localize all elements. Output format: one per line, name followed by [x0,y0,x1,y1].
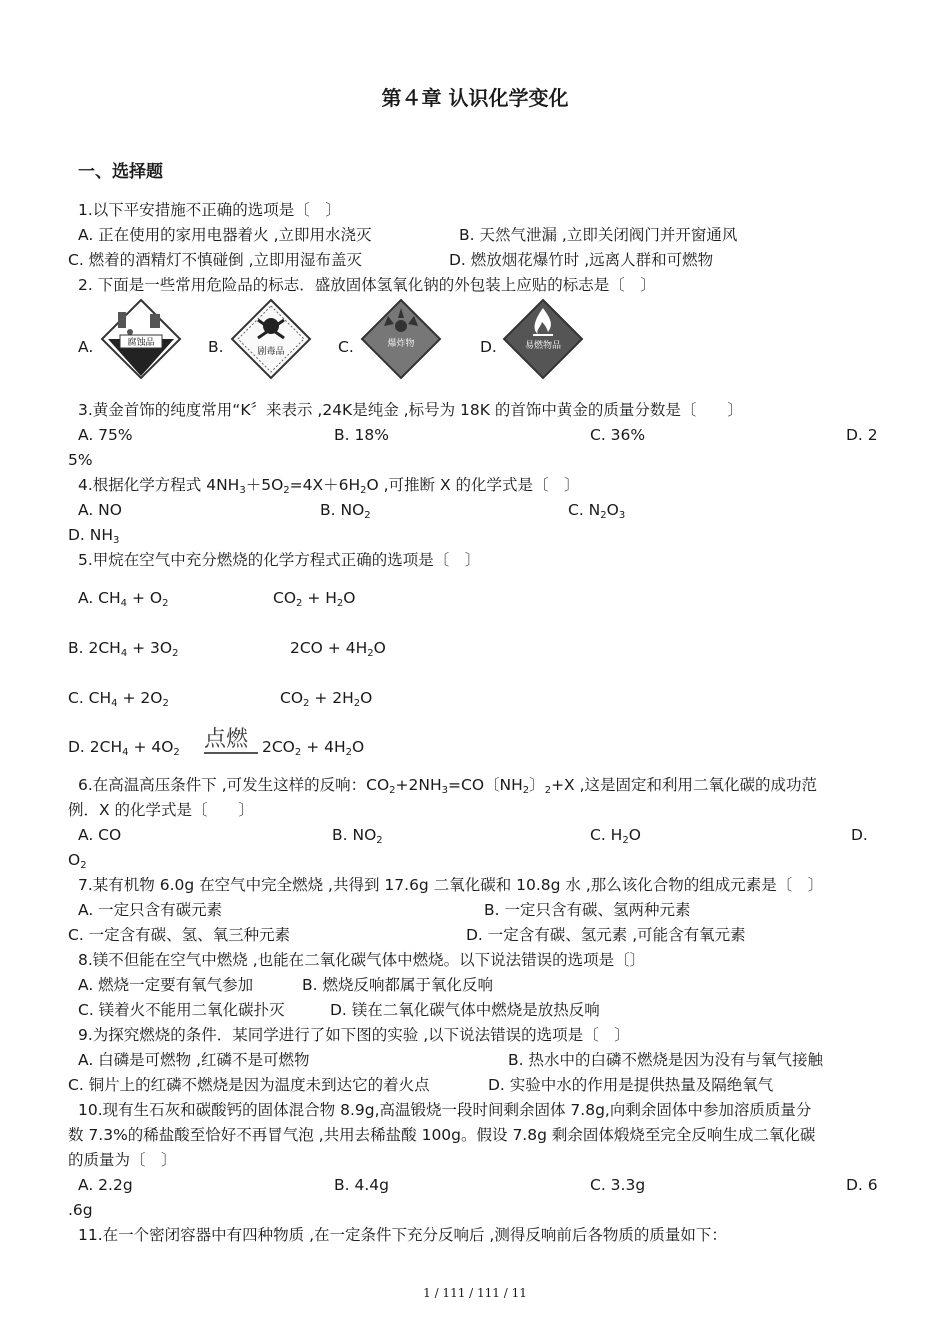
q2-option-d[interactable]: D. [480,338,497,356]
q7-option-c[interactable]: C. 一定含有碳、氢、氧三种元素 [68,926,291,944]
q10-option-d-wrap: .6g [68,1201,93,1219]
q1-stem: 1.以下平安措施不正确的选项是〔 〕 [78,201,341,219]
page-number: 1 / 111 / 111 / 11 [423,1286,527,1300]
q3-option-a[interactable]: A. 75% [78,426,133,444]
q11-stem: 11.在一个密闭容器中有四种物质 ,在一定条件下充分反响后 ,测得反响前后各物质的质量如下： [78,1226,727,1244]
explosive-hazard-sign [360,298,442,380]
q8-option-a[interactable]: A. 燃烧一定要有氧气参加 [78,976,254,994]
q1-option-a[interactable]: A. 正在使用的家用电器着火 ,立即用水浇灭 [78,226,372,244]
q3-option-d-wrap: 5% [68,451,93,469]
q7-option-d[interactable]: D. 一定含有碳、氢元素 ,可能含有氧元素 [466,926,746,944]
q4-option-a[interactable]: A. NO [78,501,122,519]
q3-option-d[interactable]: D. 2 [846,426,878,444]
q6-option-a[interactable]: A. CO [78,826,122,844]
q5-option-b-right: $2CO + 4H_2O$ [290,639,386,659]
q3-option-c[interactable]: C. 36% [590,426,646,444]
q5-stem: 5.甲烷在空气中充分燃烧的化学方程式正确的选项是〔 〕 [78,551,481,569]
q8-option-c[interactable]: C. 镁着火不能用二氧化碳扑灭 [78,1001,285,1019]
q5-option-d-right: $2CO_2 + 4H_2O$ [262,738,365,758]
q8-option-d[interactable]: D. 镁在二氧化碳气体中燃烧是放热反响 [330,1001,600,1019]
q9-option-b[interactable]: B. 热水中的白磷不燃烧是因为没有与氧气接触 [508,1051,823,1069]
q6-stem-line2: 例．X 的化学式是〔 〕 [68,801,255,819]
q10-stem-line1: 10.现有生石灰和碳酸钙的固体混合物 8.9g,高温锻烧一段时间剩余固体 7.8g,向剩余固体中参加溶质质量分 [78,1101,812,1119]
q7-option-b[interactable]: B. 一定只含有碳、氢两种元素 [484,901,691,919]
q5-option-a-right: $CO_2 + H_2O$ [273,589,356,609]
q10-option-c[interactable]: C. 3.3g [590,1176,646,1194]
reaction-arrow-line [204,752,258,754]
q9-option-c[interactable]: C. 铜片上的红磷不燃烧是因为温度未到达它的着火点 [68,1076,430,1094]
sign-c-label: 爆炸物 [387,339,415,349]
q2-option-a[interactable]: A. [78,338,94,356]
q2-option-b[interactable]: B. [208,338,224,356]
section-heading: 一、选择题 [78,162,163,182]
q5-option-b-left[interactable]: B. $2CH_4 + 3O_2$ [68,639,179,659]
flammable-hazard-sign [502,298,584,380]
q9-option-a[interactable]: A. 白磷是可燃物 ,红磷不是可燃物 [78,1051,310,1069]
q2-option-c[interactable]: C. [338,338,354,356]
q10-stem-line2: 数 7.3%的稀盐酸至恰好不再冒气泡 ,共用去稀盐酸 100g。假设 7.8g 剩余固体煅烧至完全反响生成二氧化碳 [68,1126,816,1144]
q5-option-c-left[interactable]: C. $CH_4 + 2O_2$ [68,689,169,709]
q6-option-d[interactable]: D. [851,826,868,844]
q10-option-a[interactable]: A. 2.2g [78,1176,133,1194]
q7-stem: 7.某有机物 6.0g 在空气中完全燃烧 ,共得到 17.6g 二氧化碳和 10.8g 水 ,那么该化合物的组成元素是〔 〕 [78,876,824,894]
sign-d-label: 易燃物品 [524,341,562,351]
q5-option-c-right: $CO_2 + 2H_2O$ [280,689,373,709]
q10-option-d[interactable]: D. 6 [846,1176,878,1194]
q4-stem: 4.根据化学方程式 $4NH_3+5O_2=4X+6H_2O$ ,可推断 X 的化学式是〔 〕 [78,476,580,496]
corrosive-hazard-sign [100,298,182,380]
q3-option-b[interactable]: B. 18% [334,426,389,444]
q4-option-b[interactable]: B. $NO_2$ [320,501,371,521]
q8-option-b[interactable]: B. 燃烧反响都属于氧化反响 [302,976,493,994]
sign-b-label: 剧毒品 [257,347,285,357]
q9-stem: 9.为探究燃烧的条件．某同学进行了如下图的实验 ,以下说法错误的选项是〔 〕 [78,1026,630,1044]
sign-a-label: 腐蚀品 [127,338,155,348]
q3-stem: 3.黄金首饰的纯度常用“K〞来表示 ,24K是纯金 ,标号为 18K 的首饰中黄金的质量分数是〔 〕 [78,401,743,419]
q6-option-c[interactable]: C. $H_2O$ [590,826,641,846]
q5-option-a-left[interactable]: A. $CH_4 + O_2$ [78,589,169,609]
toxic-hazard-sign [230,298,312,380]
q10-stem-line3: 的质量为〔 〕 [68,1151,177,1169]
q8-stem: 8.镁不但能在空气中燃烧 ,也能在二氧化碳气体中燃烧。以下说法错误的选项是〔〕 [78,951,646,969]
q6-stem-line1: 6.在高温高压条件下 ,可发生这样的反响：$CO_2+2NH_3=CO$〔$NH_2$〕$_2$+X ,这是固定和利用二氧化碳的成功范 [78,776,818,796]
q2-stem: 2. 下面是一些常用危险品的标志．盛放固体氢氧化钠的外包装上应贴的标志是〔 〕 [78,276,656,294]
q1-option-b[interactable]: B. 天然气泄漏 ,立即关闭阀门并开窗通风 [459,226,738,244]
q1-option-d[interactable]: D. 燃放烟花爆竹时 ,远离人群和可燃物 [449,251,714,269]
q9-option-d[interactable]: D. 实验中水的作用是提供热量及隔绝氧气 [488,1076,774,1094]
q6-option-b[interactable]: B. $NO_2$ [332,826,383,846]
q7-option-a[interactable]: A. 一定只含有碳元素 [78,901,223,919]
page-title: 第４章 认识化学变化 [381,86,569,110]
q4-option-c[interactable]: C. $N_2O_3$ [568,501,626,521]
reaction-condition-ignite: 点燃 [204,727,249,752]
q5-option-d-left[interactable]: D. $2CH_4 + 4O_2$ [68,738,180,758]
q4-option-d[interactable]: D. $NH_3$ [68,526,120,546]
q1-option-c[interactable]: C. 燃着的酒精灯不慎碰倒 ,立即用湿布盖灭 [68,251,363,269]
q10-option-b[interactable]: B. 4.4g [334,1176,389,1194]
q6-option-d-wrap: $O_2$ [68,851,87,871]
